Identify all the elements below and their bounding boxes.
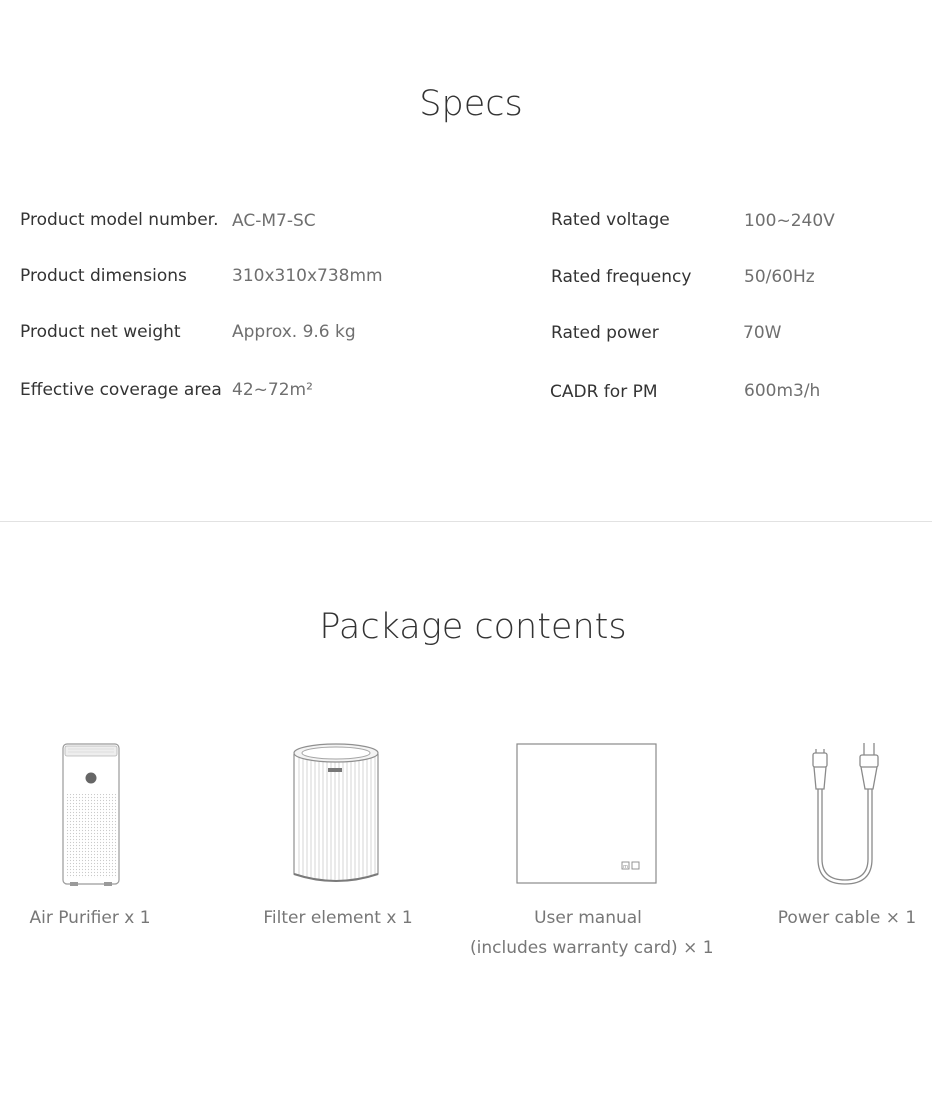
spec-label-power: Rated power	[551, 323, 659, 343]
power-cable-icon	[808, 741, 886, 889]
spec-value-model: AC-M7-SC	[232, 211, 316, 231]
spec-value-voltage: 100~240V	[744, 211, 835, 231]
package-title: Package contents	[319, 607, 627, 647]
item-caption: Filter element x 1	[263, 908, 413, 928]
filter-element-icon	[291, 742, 381, 888]
spec-value-cadr: 600m3/h	[744, 381, 821, 401]
specs-title: Specs	[419, 84, 523, 124]
spec-label-voltage: Rated voltage	[551, 210, 670, 230]
package-item-air-purifier	[0, 740, 180, 980]
item-caption: User manual	[534, 908, 642, 928]
spec-value-weight: Approx. 9.6 kg	[232, 322, 356, 342]
item-caption: Power cable × 1	[777, 908, 917, 928]
spec-value-frequency: 50/60Hz	[744, 267, 815, 287]
spec-label-weight: Product net weight	[20, 322, 181, 342]
package-item-filter-element	[240, 740, 436, 980]
spec-label-dimensions: Product dimensions	[20, 266, 187, 286]
spec-label-model: Product model number.	[20, 210, 219, 230]
item-caption: Air Purifier x 1	[29, 908, 151, 928]
package-item-power-cable	[772, 740, 922, 980]
spec-label-coverage: Effective coverage area	[20, 380, 222, 400]
item-caption: (includes warranty card) × 1	[470, 938, 714, 958]
spec-value-coverage: 42~72m²	[232, 380, 313, 400]
user-manual-icon	[516, 743, 658, 885]
spec-label-cadr: CADR for PM	[550, 382, 658, 402]
air-purifier-icon	[60, 742, 122, 888]
spec-value-power: 70W	[743, 323, 782, 343]
spec-label-frequency: Rated frequency	[551, 267, 692, 287]
package-item-user-manual	[470, 740, 714, 980]
section-divider	[0, 521, 932, 522]
spec-value-dimensions: 310x310x738mm	[232, 266, 383, 286]
svg-text:m: m	[623, 863, 628, 870]
